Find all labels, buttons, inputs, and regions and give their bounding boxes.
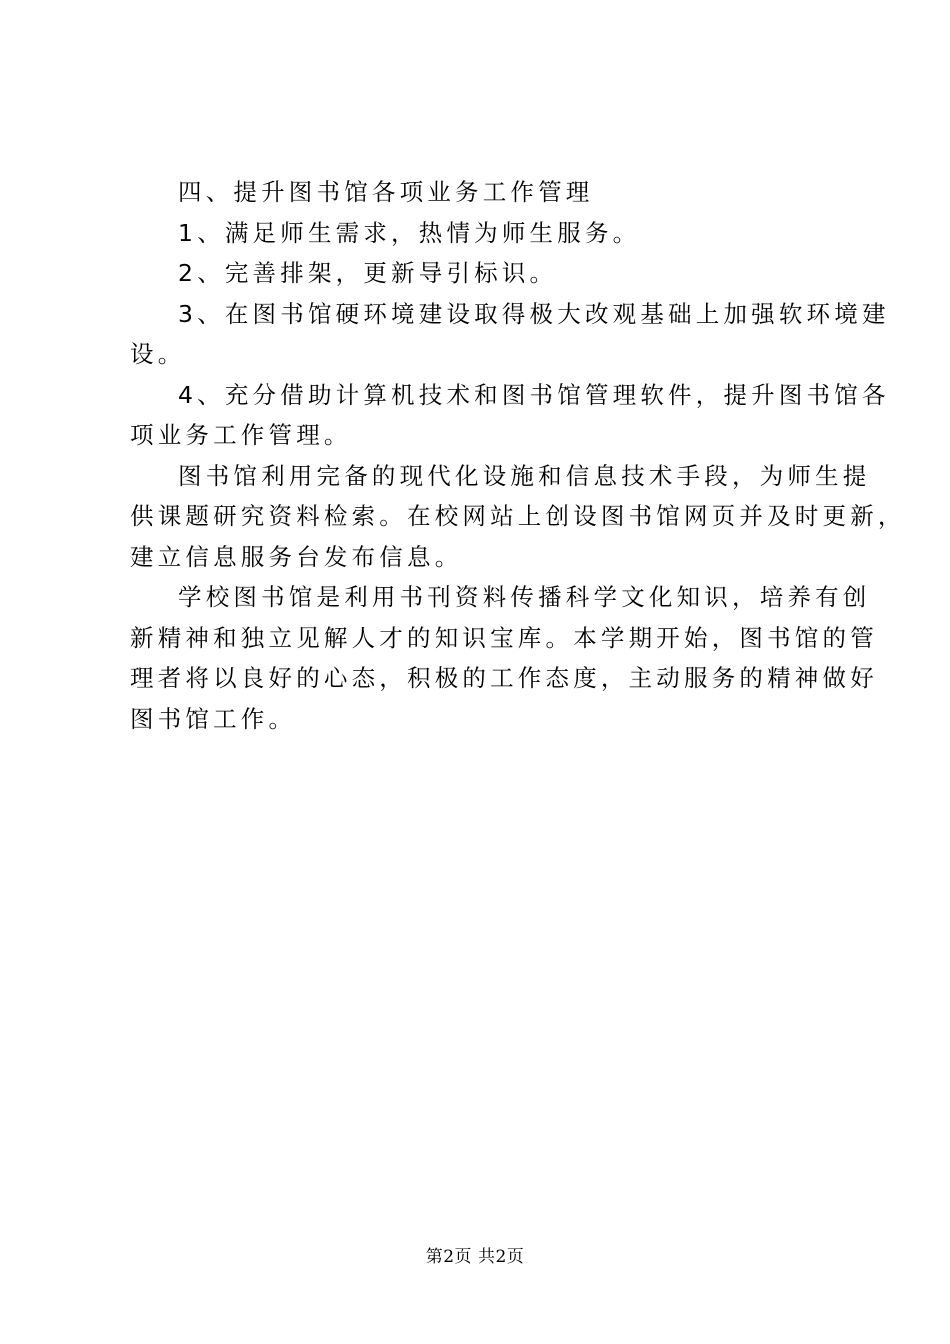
list-item-1: 1、满足师生需求，热情为师生服务。 [178, 218, 641, 247]
list-item-4-line-2: 项业务工作管理。 [130, 421, 352, 449]
section-heading: 四、提升图书馆各项业务工作管理 [178, 178, 594, 206]
list-item-2: 2、完善排架，更新导引标识。 [178, 259, 558, 287]
page-number-footer: 第2页 共2页 [425, 1247, 525, 1267]
paragraph-1-line-3: 建立信息服务台发布信息。 [130, 542, 463, 571]
paragraph-2-line-2: 新精神和独立见解人才的知识宝库。本学期开始，图书馆的管 [130, 623, 878, 652]
paragraph-2-line-4: 图书馆工作。 [130, 704, 297, 733]
list-item-3-line-1: 3、在图书馆硬环境建设取得极大改观基础上加强软环境建 [178, 299, 890, 328]
list-item-3-line-2: 设。 [130, 340, 186, 368]
paragraph-1-line-1: 图书馆利用完备的现代化设施和信息技术手段，为师生提 [178, 461, 871, 490]
paragraph-1-line-2: 供课题研究资料检索。在校网站上创设图书馆网页并及时更新， [130, 502, 906, 530]
list-item-4-line-1: 4、充分借助计算机技术和图书馆管理软件，提升图书馆各 [178, 380, 890, 409]
paragraph-2-line-3: 理者将以良好的心态，积极的工作态度，主动服务的精神做好 [130, 664, 878, 692]
document-body [130, 172, 906, 739]
paragraph-2-line-1: 学校图书馆是利用书刊资料传播科学文化知识，培养有创 [178, 583, 871, 611]
